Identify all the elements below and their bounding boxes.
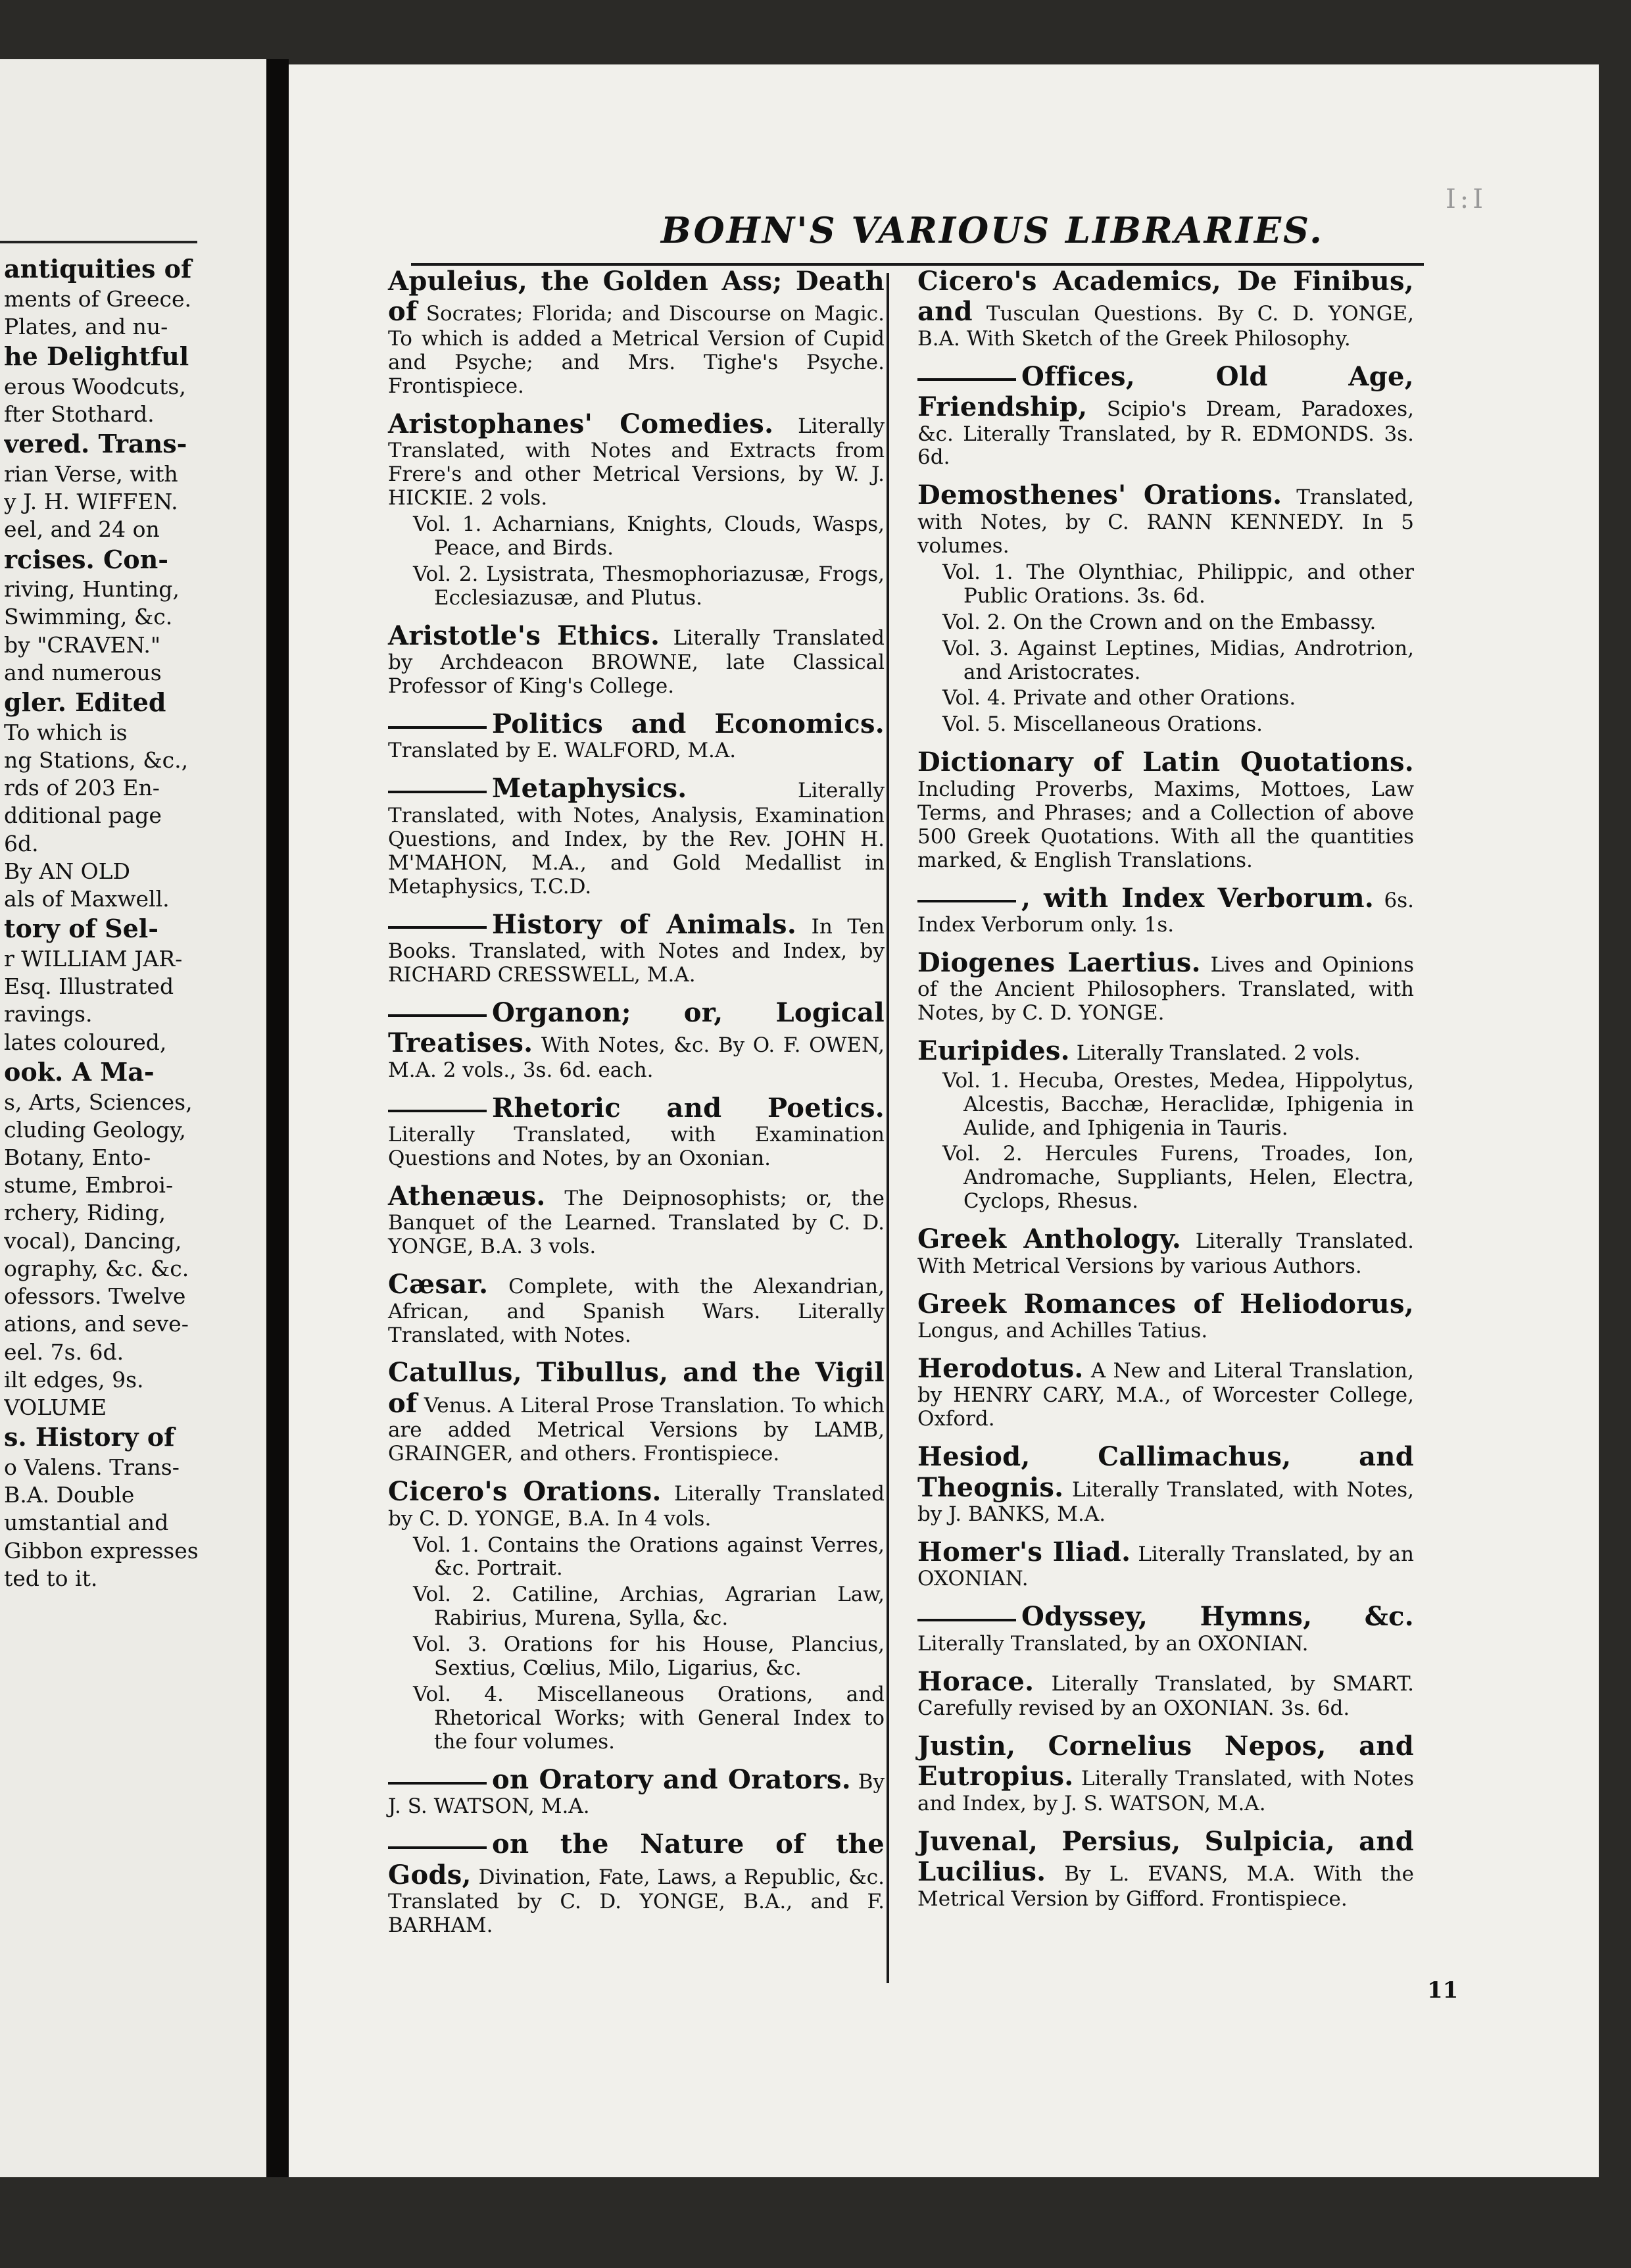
entry-title: Cicero's Orations. (388, 1476, 662, 1508)
facing-page-line: antiquities of (4, 254, 192, 284)
facing-page-line: rds of 203 En- (4, 775, 160, 801)
entry-description: In Ten Books. Translated, with Notes and Index, by RICHARD CRESSWELL, M.A. (388, 914, 885, 987)
entry-description: Socrates; Florida; and Discourse on Magic. To which is added a Metrical Version of Cupid and Psyche; and Mrs. Tighe's Psyche. Frontispiece. (388, 302, 885, 398)
entry-title: Homer's Iliad. (917, 1537, 1131, 1568)
facing-page-line: fter Stothard. (4, 401, 155, 427)
entry-description: Scipio's Dream, Paradoxes, &c. Literally Translated, by R. EDMONDS. 3s. 6d. (917, 397, 1414, 470)
facing-page-line: he Delightful (4, 341, 189, 372)
ditto-rule (388, 791, 487, 793)
entry-title: Odyssey, Hymns, &c. (1021, 1601, 1414, 1633)
column-divider (887, 273, 889, 1983)
facing-page-line: umstantial and (4, 1510, 169, 1536)
facing-page-line: eel. 7s. 6d. (4, 1339, 124, 1365)
ditto-rule (388, 726, 487, 729)
volume-line: Vol. 2. Hercules Furens, Troades, Ion, Andromache, Suppliants, Helen, Electra, Cyclops, Rhesus. (942, 1142, 1414, 1214)
entry-description: A New and Literal Translation, by HENRY CARY, M.A., of Worcester College, Oxford. (917, 1359, 1414, 1431)
facing-page-line: Esq. Illustrated (4, 974, 174, 1000)
right-column (917, 266, 1414, 1922)
entry-description: Including Proverbs, Maxims, Mottoes, Law Terms, and Phrases; and a Collection of above 500 Greek Quotations. With all the quantities marked, & English Translations. (917, 777, 1414, 872)
facing-page-rule (0, 241, 197, 243)
facing-page-line: o Valens. Trans- (4, 1454, 180, 1480)
entry-title: Catullus, Tibullus, and the Vigil of (388, 1357, 885, 1419)
entry-description: Tusculan Questions. By C. D. YONGE, B.A. With Sketch of the Greek Philosophy. (917, 302, 1414, 351)
catalogue-entry (388, 621, 885, 699)
facing-page-line: rchery, Riding, (4, 1200, 166, 1226)
facing-page-line: eel, and 24 on (4, 516, 160, 543)
volume-line: Vol. 5. Miscellaneous Orations. (942, 712, 1263, 737)
catalogue-entry (388, 1358, 885, 1466)
facing-page-text (4, 253, 261, 1592)
entry-description: Translated, with Notes, by C. RANN KENNEDY. In 5 volumes. (917, 485, 1414, 558)
catalogue-entry (388, 998, 885, 1083)
facing-page-line: ted to it. (4, 1565, 98, 1591)
ditto-rule (917, 900, 1016, 902)
facing-page-line: y J. H. WIFFEN. (4, 489, 178, 515)
facing-page-line: s, Arts, Sciences, (4, 1089, 193, 1115)
facing-page-line: r WILLIAM JAR- (4, 945, 183, 972)
facing-page-line: ook. A Ma- (4, 1056, 155, 1087)
catalogue-entry (388, 409, 885, 610)
facing-page-line: erous Woodcuts, (4, 373, 186, 399)
catalogue-entry (388, 774, 885, 899)
facing-page-line: ofessors. Twelve (4, 1283, 186, 1310)
entry-title: Politics and Economics. (492, 708, 885, 739)
entry-description: Literally Translated. With Metrical Versions by various Authors. (917, 1229, 1414, 1278)
facing-page-line: B.A. Double (4, 1482, 135, 1508)
entry-title: Athenæus. (388, 1180, 546, 1212)
page-mark: I:I (1446, 184, 1488, 214)
facing-page-line: cluding Geology, (4, 1116, 186, 1143)
entry-title: Cæsar. (388, 1269, 489, 1300)
volume-line: Vol. 4. Miscellaneous Orations, and Rhetorical Works; with General Index to the four volumes. (413, 1683, 885, 1754)
entry-description: Literally Translated by C. D. YONGE, B.A. In 4 vols. (388, 1482, 885, 1531)
entry-title: Apuleius, the Golden Ass; Death of (388, 266, 885, 328)
catalogue-entry (917, 1036, 1414, 1214)
entry-title: Rhetoric and Poetics. (492, 1092, 885, 1123)
entry-description: Venus. A Literal Prose Translation. To which are added Metrical Versions by LAMB, GRAINGER, and others. Frontispiece. (388, 1393, 885, 1466)
catalogue-entry (388, 1270, 885, 1347)
facing-page-line: Gibbon expresses (4, 1537, 199, 1564)
facing-page-line: To which is (4, 719, 128, 745)
facing-page-line: gler. Edited (4, 687, 166, 718)
catalogue-entry (388, 1829, 885, 1938)
facing-page-line: By AN OLD (4, 858, 131, 884)
ditto-rule (917, 378, 1016, 381)
left-column (388, 266, 885, 1948)
facing-page-line: stume, Embroi- (4, 1172, 174, 1198)
ditto-rule (388, 1782, 487, 1785)
entry-description: Literally Translated, by an OXONIAN. (917, 1631, 1309, 1656)
volume-line: Vol. 1. The Olynthiac, Philippic, and other Public Orations. 3s. 6d. (942, 560, 1414, 608)
entry-description: Literally Translated by Archdeacon BROWNE, late Classical Professor of King's College. (388, 626, 885, 699)
facing-page-line: VOLUME (4, 1394, 107, 1421)
entry-title: , with Index Verborum. (1021, 882, 1375, 914)
entry-title: Dictionary of Latin Quotations. (917, 747, 1414, 778)
facing-page-line: als of Maxwell. (4, 886, 170, 912)
catalogue-entry (388, 910, 885, 987)
facing-page-line: Swimming, &c. (4, 604, 173, 630)
volume-line: Vol. 4. Private and other Orations. (942, 686, 1296, 710)
volume-line: Vol. 1. Hecuba, Orestes, Medea, Hippolytus, Alcestis, Bacchæ, Heraclidæ, Iphigenia in Aulide, and Iphigenia in Tauris. (942, 1068, 1414, 1140)
catalogue-entry (917, 362, 1414, 470)
volume-line: Vol. 1. Acharnians, Knights, Clouds, Wasps, Peace, and Birds. (413, 512, 885, 560)
catalogue-entry (917, 1827, 1414, 1911)
catalogue-entry (917, 1289, 1414, 1343)
volume-line: Vol. 2. On the Crown and on the Embassy. (942, 610, 1376, 634)
entry-title: Justin, Cornelius Nepos, and Eutropius. (917, 1731, 1414, 1792)
catalogue-entry (917, 883, 1414, 937)
catalogue-entry (917, 1442, 1414, 1527)
volume-line: Vol. 2. Catiline, Archias, Agrarian Law, Rabirius, Murena, Sylla, &c. (413, 1583, 885, 1631)
facing-page-line: vered. Trans- (4, 429, 187, 459)
facing-page-line: rian Verse, with (4, 460, 178, 487)
entry-title: Diogenes Laertius. (917, 947, 1201, 978)
catalogue-entry (388, 709, 885, 763)
entry-description: Literally Translated, with Notes, by J. BANKS, M.A. (917, 1477, 1414, 1527)
entry-title: Metaphysics. (492, 773, 687, 804)
entry-description: By J. S. WATSON, M.A. (388, 1770, 885, 1819)
catalogue-entry (917, 1731, 1414, 1816)
entry-title: Greek Anthology. (917, 1223, 1182, 1255)
entry-title: Aristophanes' Comedies. (388, 408, 774, 439)
entry-title: Offices, Old Age, Friendship, (917, 360, 1414, 423)
entry-title: Greek Romances of Heliodorus, (917, 1288, 1414, 1319)
entry-description: Divination, Fate, Laws, a Republic, &c. Translated by C. D. YONGE, B.A., and F. BARHAM. (388, 1865, 885, 1938)
entry-title: Hesiod, Callimachus, and Theognis. (917, 1441, 1414, 1503)
entry-description: Complete, with the Alexandrian, African, and Spanish Wars. Literally Translated, with Notes. (388, 1275, 885, 1347)
facing-page-line: ng Stations, &c., (4, 747, 189, 773)
catalogue-entry (917, 1667, 1414, 1721)
facing-page-line: ations, and seve- (4, 1311, 189, 1337)
entry-description: Literally Translated, with Notes and Extracts from Frere's and other Metrical Versions, by W. J. HICKIE. 2 vols. (388, 414, 885, 510)
entry-title: Herodotus. (917, 1353, 1084, 1385)
ditto-rule (388, 1014, 487, 1017)
catalogue-entry (388, 1765, 885, 1819)
facing-page-line: ments of Greece. (4, 285, 192, 312)
catalogue-entry (917, 747, 1414, 872)
catalogue-entry (388, 1093, 885, 1171)
ditto-rule (388, 1110, 487, 1112)
entry-title: Euripides. (917, 1035, 1070, 1067)
facing-page-line: Plates, and nu- (4, 313, 168, 339)
entry-title: on the Nature of the Gods, (388, 1829, 885, 1890)
running-head: BOHN'S VARIOUS LIBRARIES. (661, 209, 1324, 251)
entry-description: Translated by E. WALFORD, M.A. (388, 739, 737, 763)
facing-page-line: vocal), Dancing, (4, 1227, 182, 1254)
facing-page-line: Botany, Ento- (4, 1145, 151, 1170)
entry-title: Horace. (917, 1665, 1035, 1697)
entry-description: Literally Translated, by SMART. Carefully revised by an OXONIAN. 3s. 6d. (917, 1671, 1414, 1721)
catalogue-entry (917, 1354, 1414, 1431)
facing-page-fragment (0, 59, 266, 2177)
ditto-rule (917, 1619, 1016, 1621)
entry-description: Literally Translated, with Examination Questions and Notes, by an Oxonian. (388, 1122, 885, 1170)
entry-description: Literally Translated, with Notes and Index, by J. S. WATSON, M.A. (917, 1767, 1414, 1815)
entry-description: 6s. Index Verborum only. 1s. (917, 888, 1414, 937)
catalogue-entry (917, 480, 1414, 737)
facing-page-line: by "CRAVEN." (4, 631, 161, 658)
entry-title: Demosthenes' Orations. (917, 480, 1282, 511)
catalogue-entry (917, 1602, 1414, 1656)
facing-page-line: and numerous (4, 659, 162, 685)
catalogue-entry (388, 1181, 885, 1259)
facing-page-line: dditional page (4, 802, 162, 829)
catalogue-entry (388, 266, 885, 399)
book-gutter (266, 59, 289, 2177)
catalogue-entry (917, 948, 1414, 1025)
ditto-rule (388, 926, 487, 929)
facing-page-line: 6d. (4, 830, 39, 856)
catalogue-entry (388, 1477, 885, 1754)
volume-line: Vol. 2. Lysistrata, Thesmophoriazusæ, Frogs, Ecclesiazusæ, and Plutus. (413, 562, 885, 610)
facing-page-line: s. History of (4, 1422, 175, 1452)
facing-page-line: riving, Hunting, (4, 576, 180, 603)
entry-description: Literally Translated, with Notes, Analysis, Examination Questions, and Index, by the Rev. JOHN H. M'MAHON, M.A., and Gold Medallist in Metaphysics, T.C.D. (388, 779, 885, 899)
entry-description: Literally Translated, by an OXONIAN. (917, 1542, 1414, 1591)
volume-line: Vol. 1. Contains the Orations against Verres, &c. Portrait. (413, 1533, 885, 1581)
page-number: 11 (1427, 1977, 1459, 2004)
entry-title: History of Animals. (492, 908, 797, 940)
entry-title: Aristotle's Ethics. (388, 620, 660, 651)
facing-page-line: ilt edges, 9s. (4, 1366, 144, 1393)
facing-page-line: ography, &c. &c. (4, 1255, 189, 1281)
entry-title: on Oratory and Orators. (492, 1764, 851, 1796)
entry-title: Organon; or, Logical Treatises. (388, 997, 885, 1059)
entry-description: Literally Translated. 2 vols. (1076, 1041, 1361, 1066)
entry-description: Lives and Opinions of the Ancient Philosophers. Translated, with Notes, by C. D. YONGE. (917, 952, 1415, 1025)
volume-line: Vol. 3. Against Leptines, Midias, Androtrion, and Aristocrates. (942, 636, 1414, 684)
entry-title: Juvenal, Persius, Sulpicia, and Lucilius. (917, 1825, 1414, 1888)
facing-page-line: rcises. Con- (4, 544, 169, 574)
catalogue-entry (917, 1537, 1414, 1591)
ditto-rule (388, 1846, 487, 1849)
entry-title: Cicero's Academics, De Finibus, and (917, 266, 1414, 328)
volume-line: Vol. 3. Orations for his House, Plancius, Sextius, Cœlius, Milo, Ligarius, &c. (413, 1633, 885, 1681)
entry-description: Longus, and Achilles Tatius. (917, 1319, 1208, 1343)
facing-page-line: ravings. (4, 1001, 93, 1027)
catalogue-entry (917, 1224, 1414, 1278)
entry-description: The Deipnosophists; or, the Banquet of the Learned. Translated by C. D. YONGE, B.A. 3 vols. (388, 1186, 885, 1259)
facing-page-line: tory of Sel- (4, 914, 158, 944)
entry-description: With Notes, &c. By O. F. OWEN, M.A. 2 vols., 3s. 6d. each. (388, 1033, 885, 1082)
catalogue-entry (917, 266, 1414, 351)
entry-description: By L. EVANS, M.A. With the Metrical Version by Gifford. Frontispiece. (917, 1862, 1414, 1911)
facing-page-line: lates coloured, (4, 1029, 167, 1055)
